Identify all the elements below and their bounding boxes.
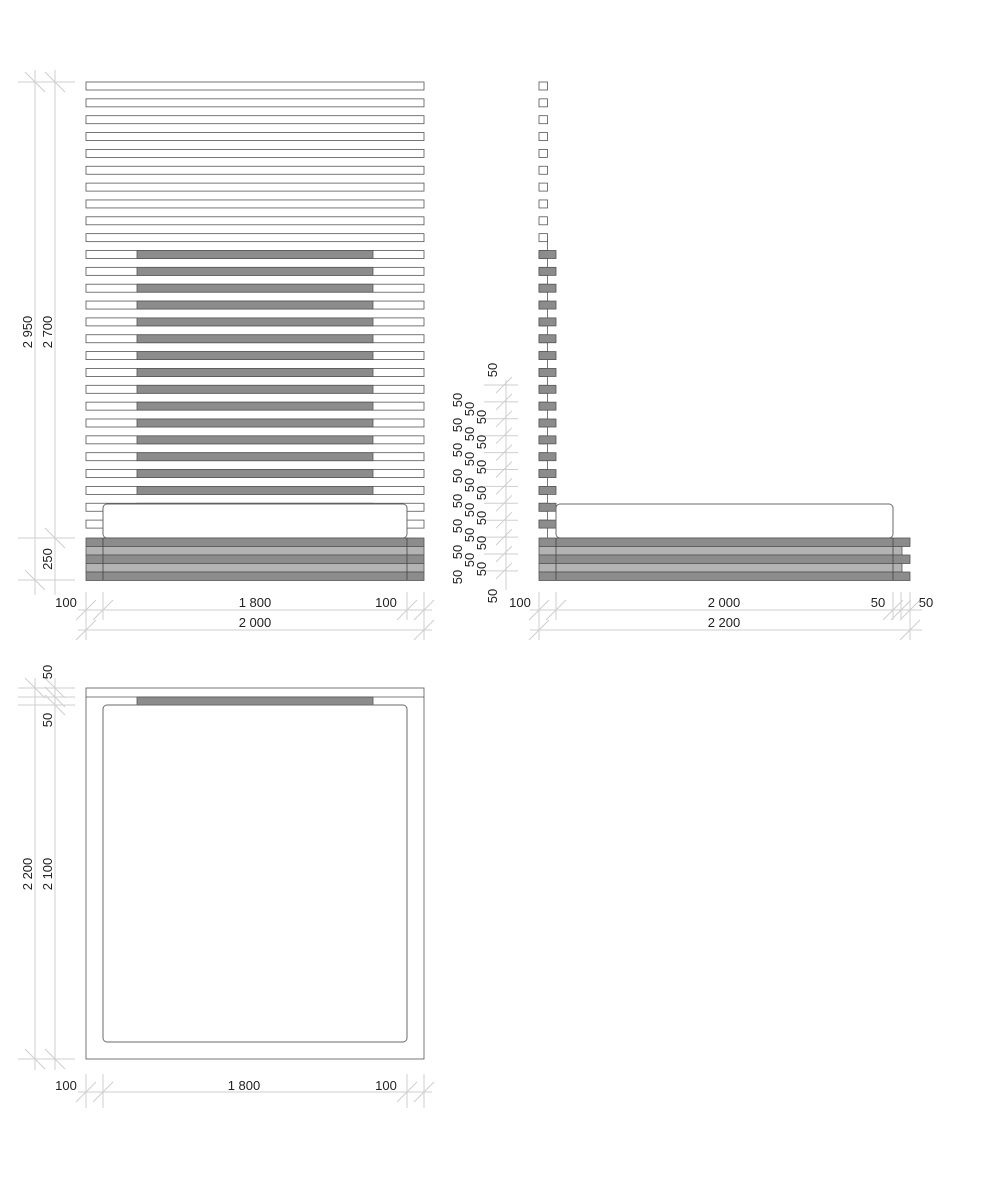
front-slat-dark	[137, 436, 373, 444]
side-slat-square	[539, 217, 548, 225]
front-slat-dark	[137, 470, 373, 478]
plan-right-margin-label: 100	[375, 1078, 397, 1093]
front-base-height-label: 250	[40, 548, 55, 570]
plan-top-1-label: 50	[40, 664, 55, 680]
side-spacing-label: 50	[462, 552, 477, 568]
front-slat-dark	[137, 267, 373, 275]
side-slat-square	[539, 116, 548, 124]
side-base-stack	[539, 538, 910, 581]
front-base-layer	[86, 564, 424, 573]
side-spacing-label: 50	[450, 442, 465, 458]
side-spacing-label: 50	[450, 417, 465, 433]
side-slat-dark	[539, 284, 556, 292]
front-slat-dark	[137, 335, 373, 343]
front-view	[18, 70, 434, 640]
side-spacing-label: 50	[462, 426, 477, 442]
front-base-layer	[86, 538, 424, 547]
side-slat-dark	[539, 436, 556, 444]
side-right-margin-2-label: 50	[918, 595, 934, 610]
front-slat-dark	[137, 318, 373, 326]
side-base-layer	[539, 564, 902, 573]
front-total-height-label: 2 950	[20, 315, 35, 349]
front-slat-dark	[137, 368, 373, 376]
side-slat-dark	[539, 335, 556, 343]
side-spacing-label: 50	[462, 527, 477, 543]
side-spacing-label: 50	[474, 485, 489, 501]
plan-top-2-label: 50	[40, 712, 55, 728]
front-base-layer	[86, 547, 424, 556]
front-left-margin-label: 100	[55, 595, 77, 610]
side-base-layer	[539, 555, 910, 564]
side-slat-dark	[539, 267, 556, 275]
side-right-margin-1-label: 50	[870, 595, 886, 610]
side-spacing-label: 50	[462, 401, 477, 417]
side-spacing-label: 50	[474, 459, 489, 475]
plan-left-margin-label: 100	[55, 1078, 77, 1093]
side-slat-dark	[539, 352, 556, 360]
side-base-layer	[539, 572, 910, 581]
side-spacing-label: 50	[474, 409, 489, 425]
side-slat-dark	[539, 385, 556, 393]
side-slat-dark	[539, 251, 556, 259]
side-slat-square	[539, 234, 548, 242]
front-slat	[86, 166, 424, 174]
front-slat	[86, 200, 424, 208]
side-spacing-label: 50	[474, 535, 489, 551]
side-total-width-label: 2 200	[707, 615, 741, 630]
front-right-margin-label: 100	[375, 595, 397, 610]
side-base-layer	[539, 538, 910, 547]
plan-total-depth-label: 2 200	[20, 857, 35, 891]
side-slat-square	[539, 82, 548, 90]
side-left-margin-label: 100	[509, 595, 531, 610]
front-slat-dark	[137, 486, 373, 494]
side-slat-square	[539, 166, 548, 174]
side-slat-dark	[539, 419, 556, 427]
front-slat-dark	[137, 402, 373, 410]
front-slat	[86, 99, 424, 107]
front-slat-dark	[137, 251, 373, 259]
side-spacing-label: 50	[450, 518, 465, 534]
front-slat-dark	[137, 352, 373, 360]
front-slat	[86, 82, 424, 90]
side-spacing-label: 50	[462, 451, 477, 467]
side-spacing-label: 50	[485, 362, 500, 378]
front-slat	[86, 133, 424, 141]
side-slat-square	[539, 99, 548, 107]
side-inner-width-label: 2 000	[707, 595, 741, 610]
side-spacing-label: 50	[450, 468, 465, 484]
front-slat-dark	[137, 284, 373, 292]
side-spacing-label: 50	[474, 561, 489, 577]
side-view	[450, 82, 933, 640]
front-slat	[86, 116, 424, 124]
front-slat-stack	[86, 82, 424, 528]
side-spacing-label: 50	[474, 434, 489, 450]
front-slat	[86, 149, 424, 157]
side-slat-dark	[539, 503, 556, 511]
front-mattress-outline	[103, 504, 407, 538]
front-base-layer	[86, 572, 424, 581]
front-slat-dark	[137, 419, 373, 427]
side-slat-square	[539, 133, 548, 141]
side-slat-dark	[539, 368, 556, 376]
front-upper-height-label: 2 700	[40, 315, 55, 349]
side-spacing-label: 50	[485, 588, 500, 604]
side-slat-dark	[539, 453, 556, 461]
plan-slat	[137, 697, 373, 705]
side-slat-dark	[539, 486, 556, 494]
side-spacing-label: 50	[450, 569, 465, 585]
front-slat	[86, 217, 424, 225]
side-slat-square	[539, 200, 548, 208]
side-spacing-label: 50	[450, 493, 465, 509]
side-slat-dark	[539, 520, 556, 528]
plan-inner-depth-label: 2 100	[40, 857, 55, 891]
front-slat-dark	[137, 453, 373, 461]
side-spacing-label: 50	[462, 502, 477, 518]
front-inner-width-label: 1 800	[238, 595, 272, 610]
side-spacing-label: 50	[474, 510, 489, 526]
side-spacing-label: 50	[450, 544, 465, 560]
side-base-layer	[539, 547, 902, 556]
front-total-width-label: 2 000	[238, 615, 272, 630]
plan-mattress-outline	[103, 705, 407, 1042]
side-spacing-dimensions	[450, 363, 518, 603]
side-slat-dark	[539, 318, 556, 326]
side-spacing-label: 50	[450, 392, 465, 408]
front-slat-dark	[137, 385, 373, 393]
side-slat-square	[539, 183, 548, 191]
side-slat-dark	[539, 301, 556, 309]
side-slat-dark	[539, 470, 556, 478]
side-spacing-label: 50	[462, 477, 477, 493]
side-mattress-outline	[556, 504, 893, 538]
plan-view	[18, 665, 434, 1108]
side-slat-square	[539, 149, 548, 157]
side-slat-dark	[539, 402, 556, 410]
front-slat	[86, 183, 424, 191]
front-base-layer	[86, 555, 424, 564]
front-base-stack	[86, 538, 424, 581]
plan-inner-width-label: 1 800	[227, 1078, 261, 1093]
front-slat-dark	[137, 301, 373, 309]
front-slat	[86, 234, 424, 242]
side-slat-stack	[539, 82, 556, 538]
